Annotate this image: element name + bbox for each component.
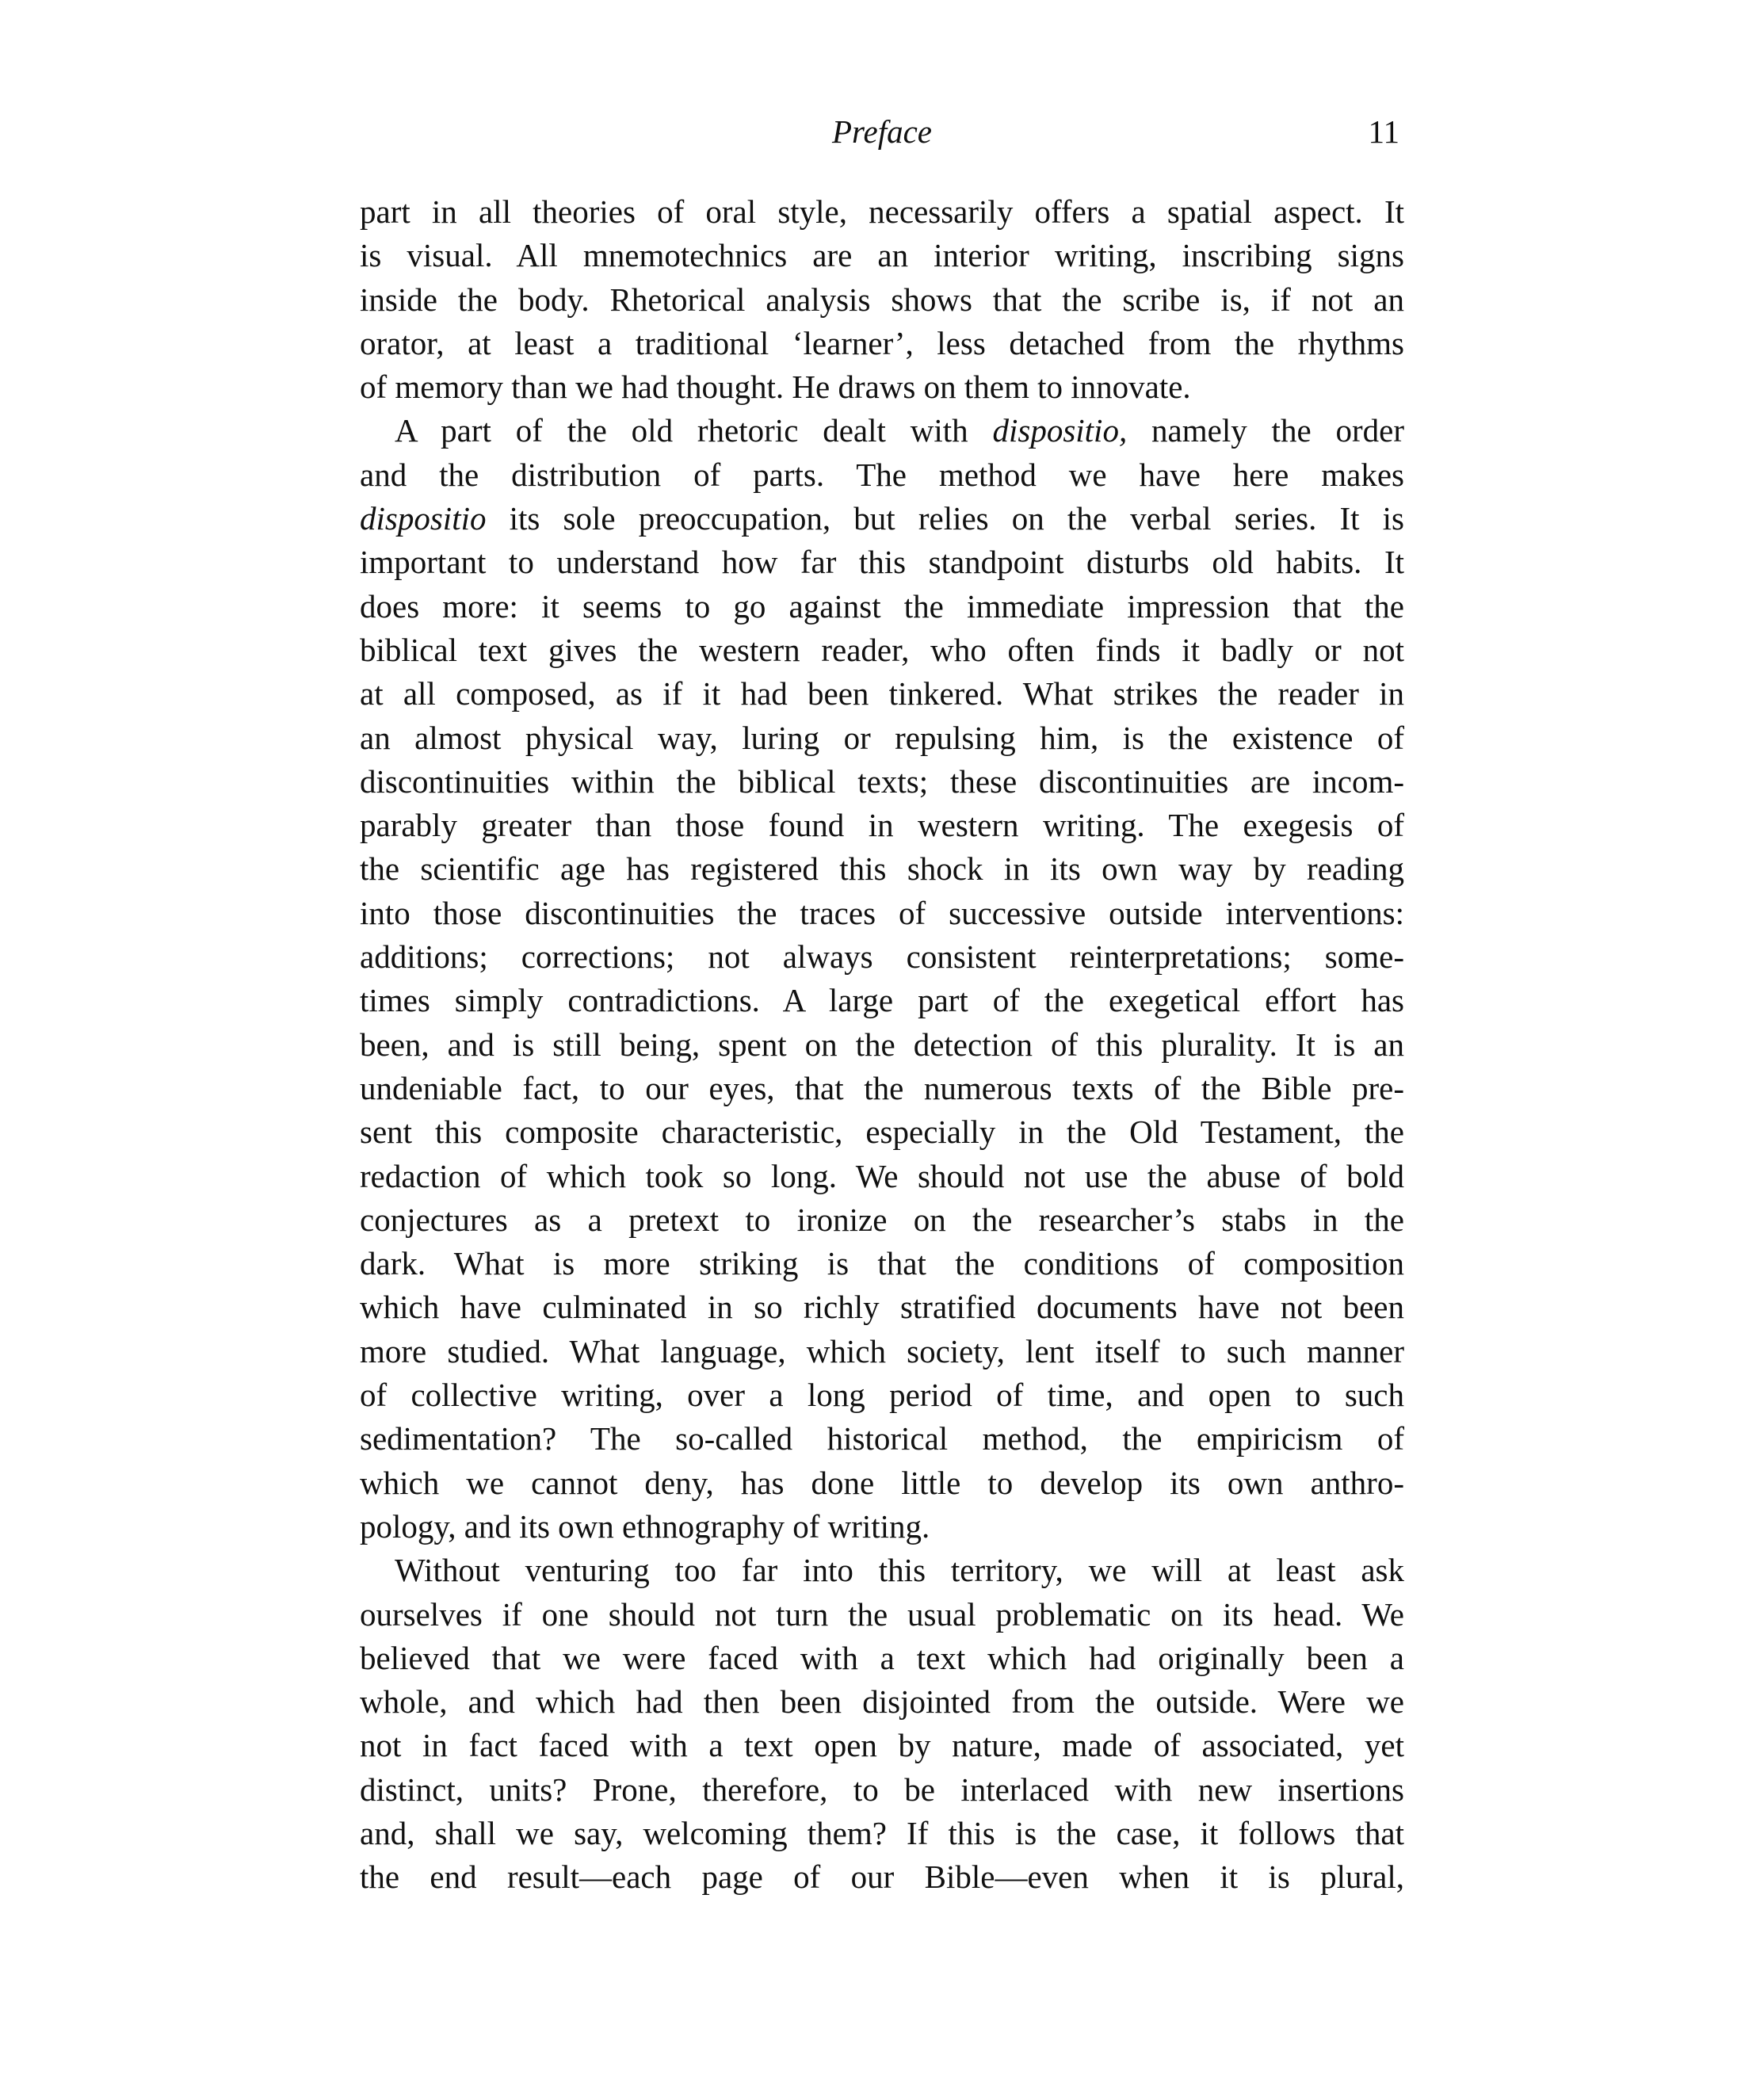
- text-line: whole, and which had then been disjointed from the outside. Were we: [360, 1683, 1404, 1721]
- text-line: inside the body. Rhetorical analysis shows that the scribe is, if not an: [360, 281, 1404, 318]
- italic-term: dispositio: [360, 500, 487, 537]
- text-line: at all composed, as if it had been tinkered. What strikes the reader in: [360, 675, 1404, 712]
- text-line: parably greater than those found in western writing. The exegesis of: [360, 807, 1404, 844]
- running-head: [0, 108, 1764, 155]
- text-line: pology, and its own ethnography of writing.: [360, 1507, 930, 1545]
- text-line: orator, at least a traditional ‘learner’, less detached from the rhythms: [360, 324, 1404, 361]
- text-line: the scientific age has registered this shock in its own way by reading: [360, 850, 1404, 888]
- text-line: Without venturing too far into this territory, we will at least ask: [395, 1552, 1404, 1589]
- text-line: sent this composite characteristic, especially in the Old Testament, the: [360, 1113, 1404, 1151]
- text-line: into those discontinuities the traces of successive outside interventions:: [360, 894, 1404, 931]
- text-run: its sole preoccupation, but relies on the verbal series. It is: [486, 500, 1404, 537]
- text-line: distinct, units? Prone, therefore, to be interlaced with new insertions: [360, 1771, 1404, 1808]
- text-line: [360, 409, 1404, 453]
- text-run: A part of the old rhetoric dealt with: [395, 412, 993, 449]
- text-run: namely the order: [1127, 412, 1404, 449]
- running-title: Preface: [832, 113, 932, 150]
- text-line: believed that we were faced with a text which had originally been a: [360, 1639, 1404, 1676]
- text-line: which we cannot deny, has done little to develop its own anthro-: [360, 1464, 1404, 1501]
- italic-term: dispositio,: [992, 412, 1128, 449]
- text-line: and the distribution of parts. The method we have here makes: [360, 456, 1404, 493]
- text-line: more studied. What language, which society, lent itself to such manner: [360, 1332, 1404, 1369]
- text-line: ourselves if one should not turn the usual problematic on its head. We: [360, 1595, 1404, 1633]
- text-line: biblical text gives the western reader, who often finds it badly or not: [360, 631, 1404, 668]
- text-line: [360, 497, 1404, 541]
- page-number: 11: [1368, 113, 1399, 150]
- text-line: of memory than we had thought. He draws on them to innovate.: [360, 369, 1191, 406]
- text-line: which have culminated in so richly stratified documents have not been: [360, 1289, 1404, 1326]
- body-text: [360, 190, 1404, 1900]
- text-line: been, and is still being, spent on the detection of this plurality. It is an: [360, 1026, 1404, 1063]
- text-line: an almost physical way, luring or repulsing him, is the existence of: [360, 719, 1404, 756]
- text-line: of collective writing, over a long period of time, and open to such: [360, 1377, 1404, 1414]
- text-line: part in all theories of oral style, necessarily offers a spatial aspect. It: [360, 193, 1404, 230]
- text-line: not in fact faced with a text open by nature, made of associated, yet: [360, 1727, 1404, 1764]
- text-line: important to understand how far this standpoint disturbs old habits. It: [360, 544, 1404, 581]
- text-line: discontinuities within the biblical texts; these discontinuities are incom-: [360, 762, 1404, 800]
- text-line: sedimentation? The so-called historical method, the empiricism of: [360, 1420, 1404, 1457]
- text-line: does more: it seems to go against the immediate impression that the: [360, 587, 1404, 625]
- text-line: times simply contradictions. A large part of the exegetical effort has: [360, 982, 1404, 1019]
- text-line: additions; corrections; not always consistent reinterpretations; some-: [360, 938, 1404, 976]
- text-line: redaction of which took so long. We should not use the abuse of bold: [360, 1157, 1404, 1194]
- text-line: undeniable fact, to our eyes, that the numerous texts of the Bible pre-: [360, 1069, 1404, 1106]
- text-line: conjectures as a pretext to ironize on the researcher’s stabs in the: [360, 1201, 1404, 1238]
- text-line: dark. What is more striking is that the conditions of composition: [360, 1245, 1404, 1282]
- text-line: and, shall we say, welcoming them? If this is the case, it follows that: [360, 1814, 1404, 1851]
- text-line: the end result—each page of our Bible—even when it is plural,: [360, 1858, 1404, 1896]
- text-line: is visual. All mnemotechnics are an interior writing, inscribing signs: [360, 237, 1404, 274]
